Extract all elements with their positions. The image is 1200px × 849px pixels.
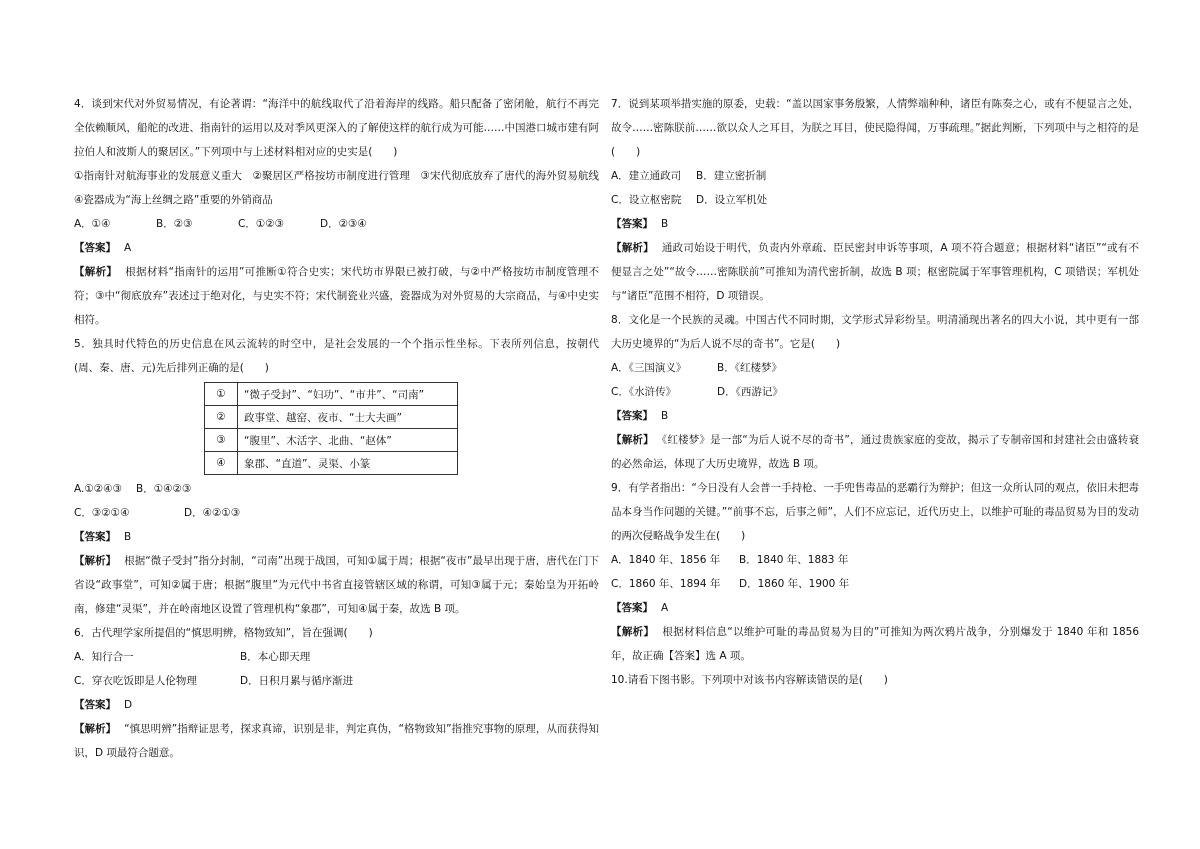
- answer-line: [611, 596, 1139, 620]
- answer-line: [611, 212, 1139, 236]
- row-number: ④: [205, 452, 238, 475]
- option-d: D．日积月累与循序渐进: [240, 675, 354, 687]
- option-b: B．1840 年、1883 年: [739, 554, 849, 566]
- options-row: [74, 501, 599, 525]
- option-b: B．①④②③: [136, 483, 192, 495]
- analysis-tag: 【解析】: [74, 266, 118, 278]
- answer-tag: 【答案】: [74, 699, 116, 711]
- row-text: “微子受封”、“妇功”、“市井”、“司南”: [238, 383, 458, 406]
- table-row: [205, 452, 458, 475]
- analysis-tag: 【解析】: [74, 555, 117, 567]
- option-c: C．1860 年、1894 年: [611, 578, 721, 590]
- option-a: A．《三国演义》: [611, 362, 687, 374]
- option-a: A．①④: [74, 218, 111, 230]
- question-items: ①指南针对航海事业的发展意义重大 ②聚居区严格按坊市制度进行管理 ③宋代彻底放弃了唐代的海外贸易航线 ④瓷器成为“海上丝绸之路”重要的外销商品: [74, 170, 610, 206]
- analysis-line: [74, 717, 599, 765]
- option-d: D．②③④: [320, 218, 367, 230]
- options-row: [74, 669, 599, 693]
- question-stem: 10.请看下图书影。下列项中对该书内容解读错误的是( ): [611, 674, 888, 686]
- question-4: [74, 92, 610, 332]
- options-row: [611, 356, 1139, 380]
- analysis-tag: 【解析】: [74, 723, 117, 735]
- answer-tag: 【答案】: [611, 602, 653, 614]
- question-10: [611, 668, 1139, 692]
- analysis-tag: 【解析】: [611, 626, 655, 638]
- options-row: [74, 212, 599, 236]
- option-d: D．1860 年、1900 年: [739, 578, 850, 590]
- table-row: [205, 406, 458, 429]
- option-c: C．③②①④: [74, 507, 130, 519]
- option-a: A．知行合一: [74, 651, 134, 663]
- question-stem: 7．说到某项举措实施的原委，史载：“盖以国家事务殷繁，人情弊端种种，诸臣有陈奏之心，或有不便显言之处，故令……密陈朕前……欲以众人之耳目，为朕之耳目，使民隐得闻，万事疏理。”据此判断，下列项中与之相符的是( ): [611, 98, 1139, 158]
- option-c: C．设立枢密院: [611, 194, 682, 206]
- answer-value: D: [124, 699, 133, 711]
- option-d: D．设立军机处: [696, 194, 768, 206]
- answer-value: B: [661, 218, 669, 230]
- table-row: [205, 429, 458, 452]
- options-row: [74, 477, 599, 501]
- option-d: D．④②①③: [184, 507, 241, 519]
- row-text: “腹里”、木活字、北曲、“赵体”: [238, 429, 458, 452]
- answer-tag: 【答案】: [74, 242, 116, 254]
- row-number: ①: [205, 383, 238, 406]
- analysis-line: [611, 236, 1139, 308]
- answer-tag: 【答案】: [74, 531, 116, 543]
- option-a: A．1840 年、1856 年: [611, 554, 721, 566]
- option-b: B．建立密折制: [696, 170, 767, 182]
- answer-line: [74, 236, 599, 260]
- question-5: [74, 332, 599, 621]
- options-row: [74, 645, 599, 669]
- option-a: A．建立通政司: [611, 170, 682, 182]
- option-b: B．《红楼梦》: [717, 362, 782, 374]
- analysis-line: [74, 260, 599, 332]
- question-stem: 9．有学者指出：“今日没有人会普一手持枪、一手兜售毒品的恶霸行为辩护；但这一众所认同的观点，依旧未把毒品本身当作问题的关键。”“前事不忘，后事之师”，人们不应忘记，近代历史上，以维护可耻的毒品贸易为目的发动的两次侵略战争发生在( ): [611, 482, 1139, 542]
- options-row: [611, 164, 1139, 188]
- option-b: B．②③: [156, 218, 193, 230]
- row-text: 政事堂、越窑、夜市、“士大夫画”: [238, 406, 458, 429]
- analysis-text: 通政司始设于明代，负责内外章疏、臣民密封申诉等事项，A 项不符合题意；根据材料“诸臣”“或有不便显言之处”“故令……密陈朕前”可推知为清代密折制，故选 B 项；枢密院属于军事管理机构，C 项错误；军机处与“诸臣”范围不相符，D 项错误。: [611, 242, 1140, 302]
- question-6: [74, 621, 599, 765]
- answer-line: [74, 525, 599, 549]
- answer-value: B: [124, 531, 132, 543]
- options-row: [611, 548, 1139, 572]
- row-number: ③: [205, 429, 238, 452]
- question-8: [611, 308, 1139, 476]
- question-7: [611, 92, 1139, 308]
- analysis-text: 根据材料信息“以维护可耻的毒品贸易为目的”可推知为两次鸦片战争，分别爆发于 1840 年和 1856 年，故正确【答案】选 A 项。: [611, 626, 1140, 662]
- options-row: [611, 572, 1139, 596]
- option-d: D．《西游记》: [717, 386, 783, 398]
- analysis-text: 根据材料“指南针的运用”可推断①符合史实；宋代坊市界限已被打破，与②中严格按坊市制度管理不符；③中“彻底放弃”表述过于绝对化，与史实不符；宋代制瓷业兴盛，瓷器成为对外贸易的大宗商品，与④中史实相符。: [74, 266, 599, 326]
- row-number: ②: [205, 406, 238, 429]
- question-stem: 4．谈到宋代对外贸易情况，有论著谓：“海洋中的航线取代了沿着海岸的线路。船只配备了密闭舱，航行不再完全依赖顺风，船舵的改进、指南针的运用以及对季风更深入的了解使这样的航行成为可能……中国港口城市建有阿拉伯人和波斯人的聚居区。”下列项中与上述材料相对应的史实是( ): [74, 98, 599, 158]
- analysis-line: [611, 620, 1139, 668]
- question-stem: 8．文化是一个民族的灵魂。中国古代不同时期，文学形式异彩纷呈。明清涌现出著名的四大小说，其中更有一部大历史境界的“为后人说不尽的奇书”。它是( ): [611, 314, 1139, 350]
- answer-value: A: [661, 602, 669, 614]
- answer-value: A: [124, 242, 132, 254]
- analysis-text: 《红楼梦》是一部“为后人说不尽的奇书”，通过贵族家庭的变故，揭示了专制帝国和封建社会由盛转衰的必然命运，体现了大历史境界，故选 B 项。: [611, 434, 1140, 470]
- option-c: C．①②③: [238, 218, 285, 230]
- option-c: C．《水浒传》: [611, 386, 677, 398]
- option-c: C．穿衣吃饭即是人伦物理: [74, 675, 197, 687]
- question-stem: 6．古代理学家所提倡的“慎思明辨，格物致知”，旨在强调( ): [74, 627, 373, 639]
- options-row: [611, 188, 1139, 212]
- option-a: A.①②④③: [74, 483, 122, 495]
- answer-tag: 【答案】: [611, 410, 653, 422]
- left-column: [74, 92, 610, 765]
- question-stem: 5．独具时代特色的历史信息在风云流转的时空中，是社会发展的一个个指示性坐标。下表所列信息，按朝代(周、秦、唐、元)先后排列正确的是( ): [74, 338, 599, 374]
- analysis-tag: 【解析】: [611, 242, 654, 254]
- analysis-tag: 【解析】: [611, 434, 654, 446]
- answer-line: [611, 404, 1139, 428]
- table-row: [205, 383, 458, 406]
- answer-value: B: [661, 410, 669, 422]
- option-b: B．本心即天理: [240, 651, 311, 663]
- question-9: [611, 476, 1139, 668]
- analysis-text: “慎思明辨”指辩证思考，探求真谛，识别是非，判定真伪，“格物致知”指推究事物的原理，从而获得知识，D 项最符合题意。: [74, 723, 599, 759]
- answer-line: [74, 693, 599, 717]
- options-row: [611, 380, 1139, 404]
- analysis-text: 根据“微子受封”指分封制，“司南”出现于战国，可知①属于周；根据“夜市”最早出现于唐，唐代在门下省设“政事堂”，可知②属于唐；根据“腹里”为元代中书省直接管辖区域的称谓，可知③属于元；秦始皇为开拓岭南，修建“灵渠”，并在岭南地区设置了管理机构“象郡”，可知④属于秦，故选 B 项。: [74, 555, 599, 615]
- row-text: 象郡、“直道”、灵渠、小篆: [238, 452, 458, 475]
- analysis-line: [611, 428, 1139, 476]
- analysis-line: [74, 549, 599, 621]
- right-column: [611, 92, 1139, 692]
- dynasty-info-table: [204, 382, 458, 475]
- answer-tag: 【答案】: [611, 218, 653, 230]
